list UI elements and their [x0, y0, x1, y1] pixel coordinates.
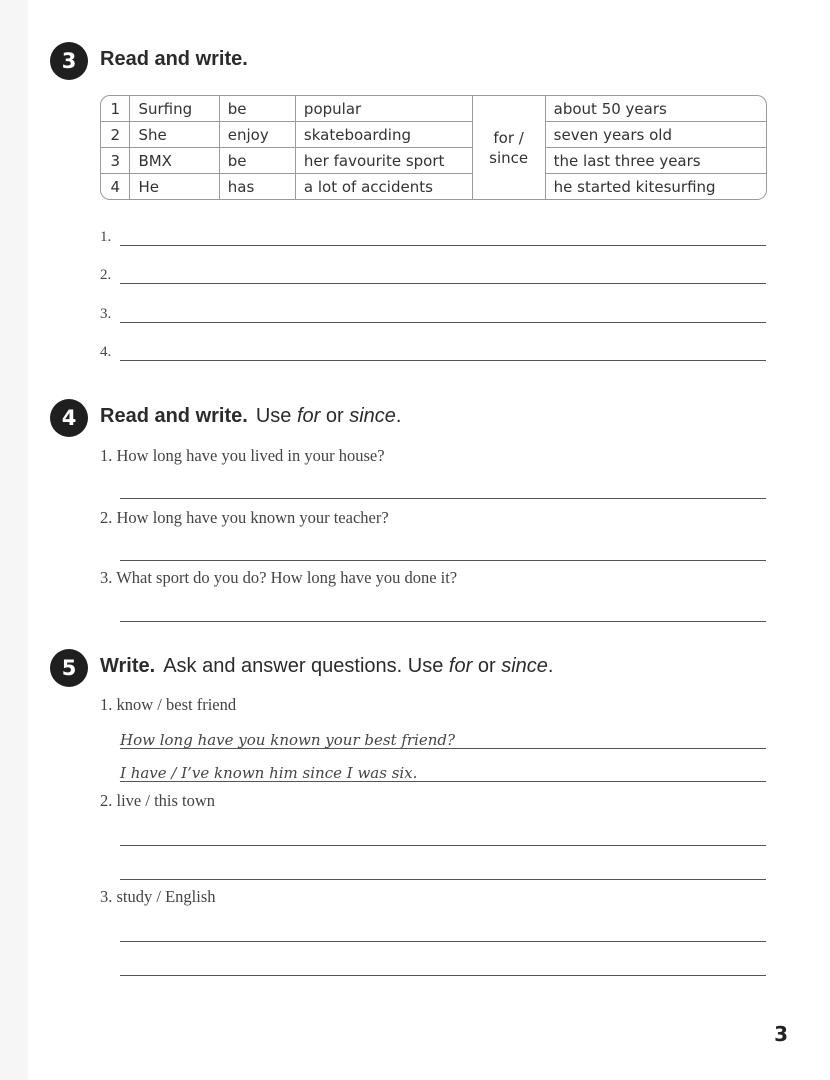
object-cell: a lot of accidents: [296, 174, 473, 200]
page-number: 3: [774, 1022, 788, 1046]
object-cell: popular: [296, 95, 473, 122]
answer-line-2[interactable]: [100, 264, 766, 284]
verb-cell: has: [220, 174, 296, 200]
row-number: 3: [100, 148, 130, 174]
writing-rule: [120, 283, 766, 284]
instruction-text: Use: [255, 405, 292, 427]
subject-cell: BMX: [130, 148, 219, 174]
section-4-badge: 4: [50, 399, 88, 437]
answer-line[interactable]: [120, 975, 766, 976]
writing-rule: [120, 360, 766, 361]
word-or: or: [477, 655, 496, 677]
word-or: or: [325, 405, 344, 427]
question-1: 1. How long have you lived in your house?: [100, 446, 385, 465]
section-3-heading: [100, 48, 248, 71]
answer-line[interactable]: [120, 781, 766, 782]
section-5-heading: [100, 655, 553, 678]
object-cell: skateboarding: [296, 122, 473, 148]
time-cell: seven years old: [546, 122, 767, 148]
for-since-cell: [473, 95, 546, 200]
writing-rule: [120, 245, 766, 246]
answer-line-4[interactable]: [100, 341, 766, 361]
verb-cell: be: [220, 95, 296, 122]
answer-number: 4.: [100, 344, 112, 360]
answer-line-3[interactable]: [100, 303, 766, 323]
sentence-building-table: [100, 95, 767, 200]
instruction-end: .: [395, 405, 402, 427]
instruction-text: Ask and answer questions. Use: [163, 655, 444, 677]
time-cell: he started kitesurfing: [546, 174, 767, 200]
object-cell: her favourite sport: [296, 148, 473, 174]
answer-line[interactable]: [120, 748, 766, 749]
prompt-3: 3. study / English: [100, 887, 216, 906]
subject-cell: Surfing: [130, 95, 219, 122]
prompt-1: 1. know / best friend: [100, 695, 237, 714]
answer-line[interactable]: [120, 879, 766, 880]
for-since-line2: since: [489, 148, 529, 167]
question-3: 3. What sport do you do? How long have you done it?: [100, 568, 458, 587]
word-since: since: [349, 405, 396, 427]
question-2: 2. How long have you known your teacher?: [100, 508, 389, 527]
subject-cell: She: [130, 122, 219, 148]
answer-number: 3.: [100, 306, 112, 322]
verb-cell: enjoy: [220, 122, 296, 148]
example-question: How long have you known your best friend?: [120, 731, 456, 749]
table-row: [100, 95, 767, 122]
prompt-2: 2. live / this town: [100, 791, 216, 810]
time-cell: the last three years: [546, 148, 767, 174]
row-number: 2: [100, 122, 130, 148]
table-row: [100, 174, 767, 200]
section-3-badge: 3: [50, 42, 88, 80]
answer-line[interactable]: [120, 941, 766, 942]
answer-number: 1.: [100, 229, 112, 245]
example-answer: I have / I’ve known him since I was six.: [120, 764, 418, 782]
answer-line[interactable]: [120, 560, 766, 561]
section-4-heading: [100, 405, 401, 428]
instruction-end: .: [547, 655, 554, 677]
section-4-instruction: [256, 405, 402, 427]
section-5-title: Write.: [100, 655, 156, 677]
table-row: [100, 122, 767, 148]
answer-number: 2.: [100, 267, 112, 283]
verb-cell: be: [220, 148, 296, 174]
answer-line-1[interactable]: [100, 226, 766, 246]
page-margin-strip: [0, 0, 28, 1080]
row-number: 4: [100, 174, 130, 200]
writing-rule: [120, 322, 766, 323]
section-5-instruction: [163, 655, 553, 677]
subject-cell: He: [130, 174, 219, 200]
answer-line[interactable]: [120, 498, 766, 499]
word-for: for: [296, 405, 321, 427]
table-row: [100, 148, 767, 174]
word-for: for: [448, 655, 473, 677]
section-3-title: Read and write.: [100, 48, 248, 70]
row-number: 1: [100, 95, 130, 122]
section-4-title: Read and write.: [100, 405, 248, 427]
section-5-badge: 5: [50, 649, 88, 687]
for-since-line1: for /: [493, 128, 524, 147]
word-since: since: [501, 655, 548, 677]
answer-line[interactable]: [120, 845, 766, 846]
time-cell: about 50 years: [546, 95, 767, 122]
answer-line[interactable]: [120, 621, 766, 622]
